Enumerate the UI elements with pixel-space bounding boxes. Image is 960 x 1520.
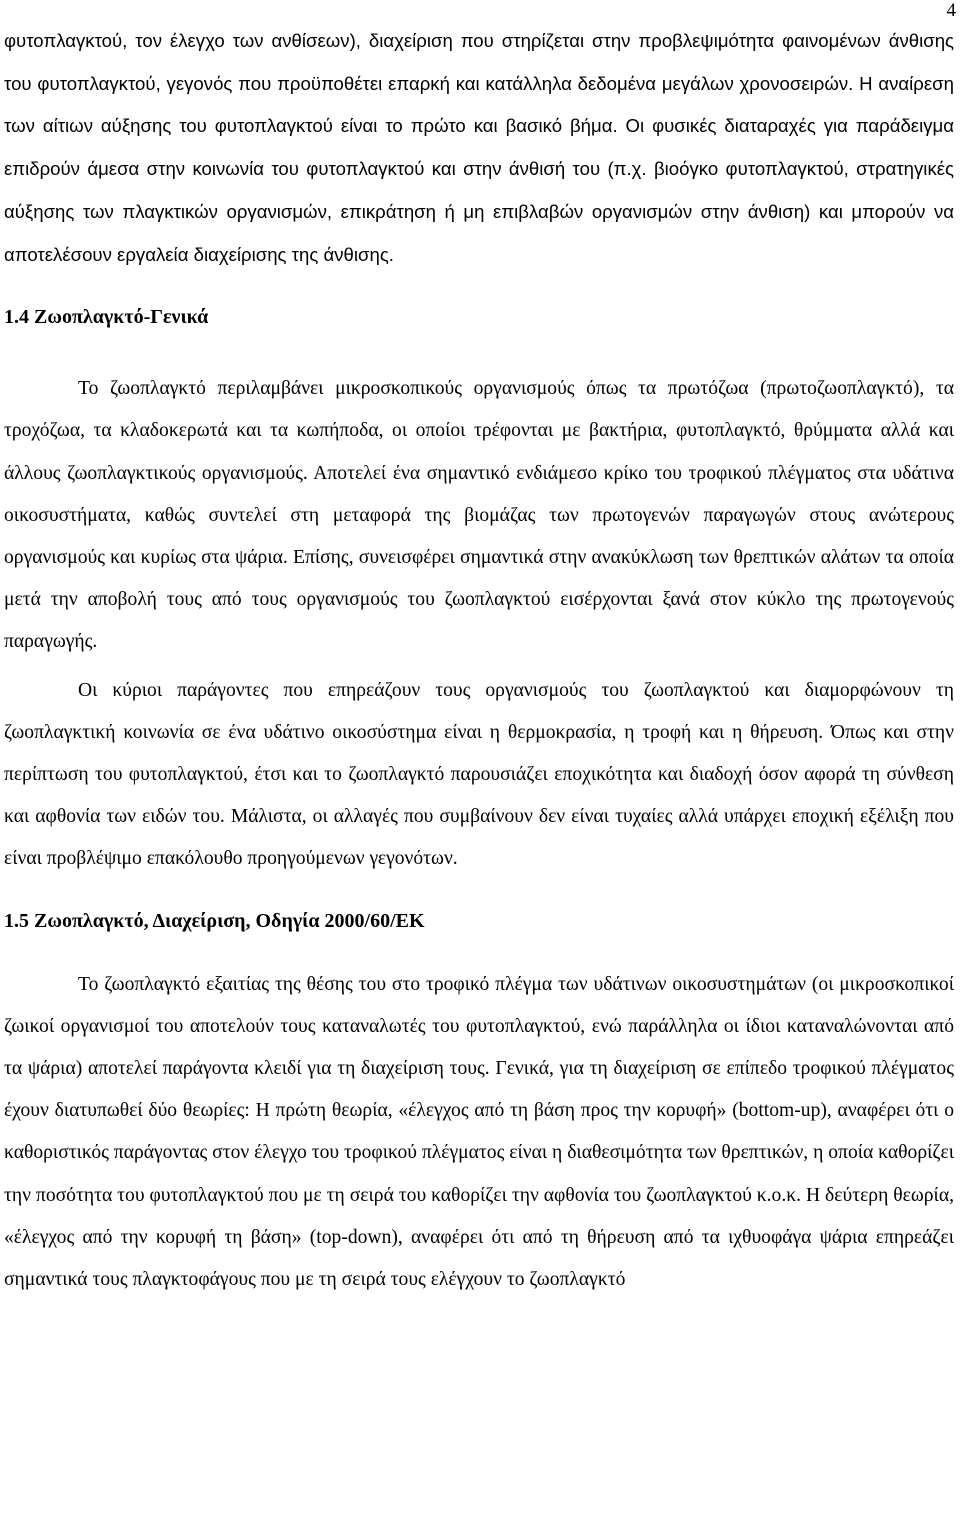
section-1-5-paragraph-1: Το ζωοπλαγκτό εξαιτίας της θέσης του στο τροφικό πλέγμα των υδάτινων οικοσυστημάτων (οι μικροσκοπικοί ζωικοί οργανισμοί του αποτελούν τους καταναλωτές του φυτοπλαγκτού, ενώ παράλληλα οι ίδιοι καταναλώνονται από τα ψάρια) αποτελεί παράγοντα κλειδί για τη διαχείριση τους. Γενικά, για τη διαχείριση σε επίπεδο τροφικού πλέγματος έχουν διατυπωθεί δύο θεωρίες: Η πρώτη θεωρία, «έλεγχος από τη βάση προς την κορυφή» (bottom-up), αναφέρει ότι ο καθοριστικός παράγοντας στον έλεγχο του τροφικού πλέγματος είναι η διαθεσιμότητα των θρεπτικών, η οποία καθορίζει την ποσότητα του φυτοπλαγκτού που με τη σειρά του καθορίζει την αφθονία του ζωοπλαγκτού κ.ο.κ. Η δεύτερη θεωρία, «έλεγχος από την κορυφή τη βάση» (top-down), αναφέρει ότι από τη θήρευση από τα ιχθυοφάγα ψάρια επηρεάζει σημαντικά τους πλαγκτοφάγους που με τη σειρά τους ελέγχουν το ζωοπλαγκτό: [4, 973, 954, 1291]
section-1-4-paragraph-2: Οι κύριοι παράγοντες που επηρεάζουν τους οργανισμούς του ζωοπλαγκτού και διαμορφώνουν τη ζωοπλαγκτική κοινωνία σε ένα υδάτινο οικοσύστημα είναι η θερμοκρασία, η τροφή και η θήρευση. Όπως και στην περίπτωση του φυτοπλαγκτού, έτσι και το ζωοπλαγκτό παρουσιάζει εποχικότητα και διαδοχή όσον αφορά τη σύνθεση και αφθονία των ειδών του. Μάλιστα, οι αλλαγές που συμβαίνουν δεν είναι τυχαίες αλλά υπάρχει εποχική εξέλιξη που είναι προβλέψιμο επακόλουθο προηγούμενων γεγονότων.: [4, 679, 954, 870]
section-1-5-heading: 1.5 Ζωοπλαγκτό, Διαχείριση, Οδηγία 2000/60/ΕΚ: [4, 909, 425, 932]
section-1-4-paragraph-1: Το ζωοπλαγκτό περιλαμβάνει μικροσκοπικούς οργανισμούς όπως τα πρωτόζωα (πρωτοζωοπλαγκτό), τα τροχόζωα, τα κλαδοκερωτά και τα κωπήποδα, οι οποίοι τρέφονται με βακτήρια, φυτοπλαγκτό, θρύμματα αλλά και άλλους ζωοπλαγκτικούς οργανισμούς. Αποτελεί ένα σημαντικό ενδιάμεσο κρίκο του τροφικού πλέγματος στα υδάτινα οικοσυστήματα, καθώς συντελεί στη μεταφορά της βιομάζας των πρωτογενών παραγωγών στους ανώτερους οργανισμούς και κυρίως στα ψάρια. Επίσης, συνεισφέρει σημαντικά στην ανακύκλωση των θρεπτικών αλάτων τα οποία μετά την αποβολή τους από τους οργανισμούς του ζωοπλαγκτού εισέρχονται ξανά στον κύκλο της πρωτογενούς παραγωγής.: [4, 378, 954, 653]
page-number: 4: [946, 0, 956, 21]
intro-paragraph: φυτοπλαγκτού, τον έλεγχο των ανθίσεων), διαχείριση που στηρίζεται στην προβλεψιμότητα φαινομένων άνθισης του φυτοπλαγκτού, γεγονός που προϋποθέτει επαρκή και κατάλληλα δεδομένα μεγάλων χρονοσειρών. Η αναίρεση των αίτιων αύξησης του φυτοπλαγκτού είναι το πρώτο και βασικό βήμα. Οι φυσικές διαταραχές για παράδειγμα επιδρούν άμεσα στην κοινωνία του φυτοπλαγκτού και στην άνθισή του (π.χ. βιοόγκο φυτοπλαγκτού, στρατηγικές αύξησης των πλαγκτικών οργανισμών, επικράτηση ή μη επιβλαβών οργανισμών στην άνθιση) και μπορούν να αποτελέσουν εργαλεία διαχείρισης της άνθισης.: [4, 30, 954, 265]
document-body: [4, 20, 954, 1301]
section-1-4-heading: 1.4 Ζωοπλαγκτό-Γενικά: [4, 306, 209, 329]
